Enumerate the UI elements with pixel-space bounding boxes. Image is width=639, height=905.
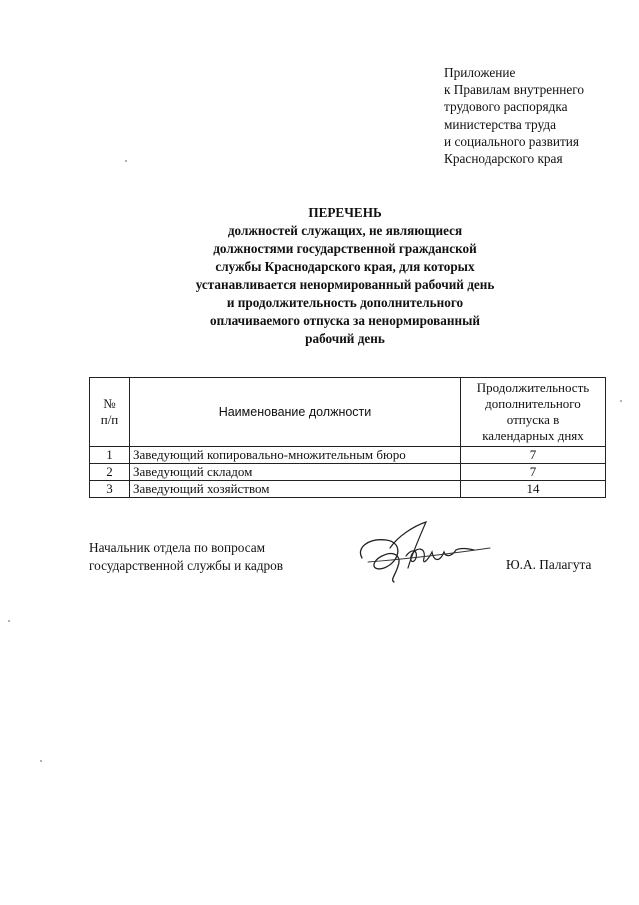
header-number-label: п/п (100, 412, 119, 427)
title-line: должностей служащих, не являющиеся (227, 223, 463, 238)
row-days: 7 (461, 464, 606, 481)
table-row (90, 481, 606, 498)
signatory-name: Ю.А. Палагута (506, 557, 592, 572)
positions-table (89, 377, 606, 498)
scan-speck (125, 160, 127, 162)
document-title (150, 204, 540, 348)
row-days: 14 (461, 481, 606, 498)
title-line: оплачиваемого отпуска за ненормированный (210, 313, 480, 328)
title-line: устанавливается ненормированный рабочий день (195, 277, 495, 292)
appendix-line: Краснодарского края (444, 151, 563, 167)
appendix-line: трудового распорядка (444, 99, 568, 115)
handwritten-signature (354, 518, 494, 584)
row-number: 2 (90, 464, 130, 481)
table-row (90, 447, 606, 464)
row-position: Заведующий хозяйством (130, 481, 461, 498)
scan-speck (8, 620, 10, 622)
row-days: 7 (461, 447, 606, 464)
header-number-sign: № (103, 396, 116, 411)
signatory-position-line: государственной службы и кадров (89, 558, 284, 573)
header-duration (461, 378, 606, 447)
header-position-name: Наименование должности (130, 378, 461, 447)
table-header-row (90, 378, 606, 447)
row-number: 3 (90, 481, 130, 498)
scan-speck (40, 760, 42, 762)
title-line: рабочий день (305, 331, 385, 346)
title-line: службы Краснодарского края, для которых (215, 259, 475, 274)
appendix-line: и социального развития (444, 133, 580, 149)
header-duration-line: отпуска в (506, 412, 560, 427)
appendix-line: к Правилам внутреннего (444, 82, 585, 98)
signatory-position-line: Начальник отдела по вопросам (89, 540, 266, 555)
appendix-line: министерства труда (444, 116, 556, 132)
row-position: Заведующий копировально-множительным бюро (130, 447, 461, 464)
header-duration-line: календарных днях (482, 428, 584, 443)
title-line: и продолжительность дополнительного (226, 295, 464, 310)
signatory-position (89, 539, 283, 575)
table-row (90, 464, 606, 481)
scan-speck (620, 400, 622, 402)
appendix-line: Приложение (444, 65, 516, 80)
header-duration-line: Продолжительность (476, 380, 590, 395)
row-position: Заведующий складом (130, 464, 461, 481)
title-line: ПЕРЕЧЕНЬ (308, 205, 382, 220)
row-number: 1 (90, 447, 130, 464)
title-line: должностями государственной гражданской (213, 241, 477, 256)
header-number (90, 378, 130, 447)
header-duration-line: дополнительного (485, 396, 581, 411)
appendix-block (444, 64, 634, 167)
